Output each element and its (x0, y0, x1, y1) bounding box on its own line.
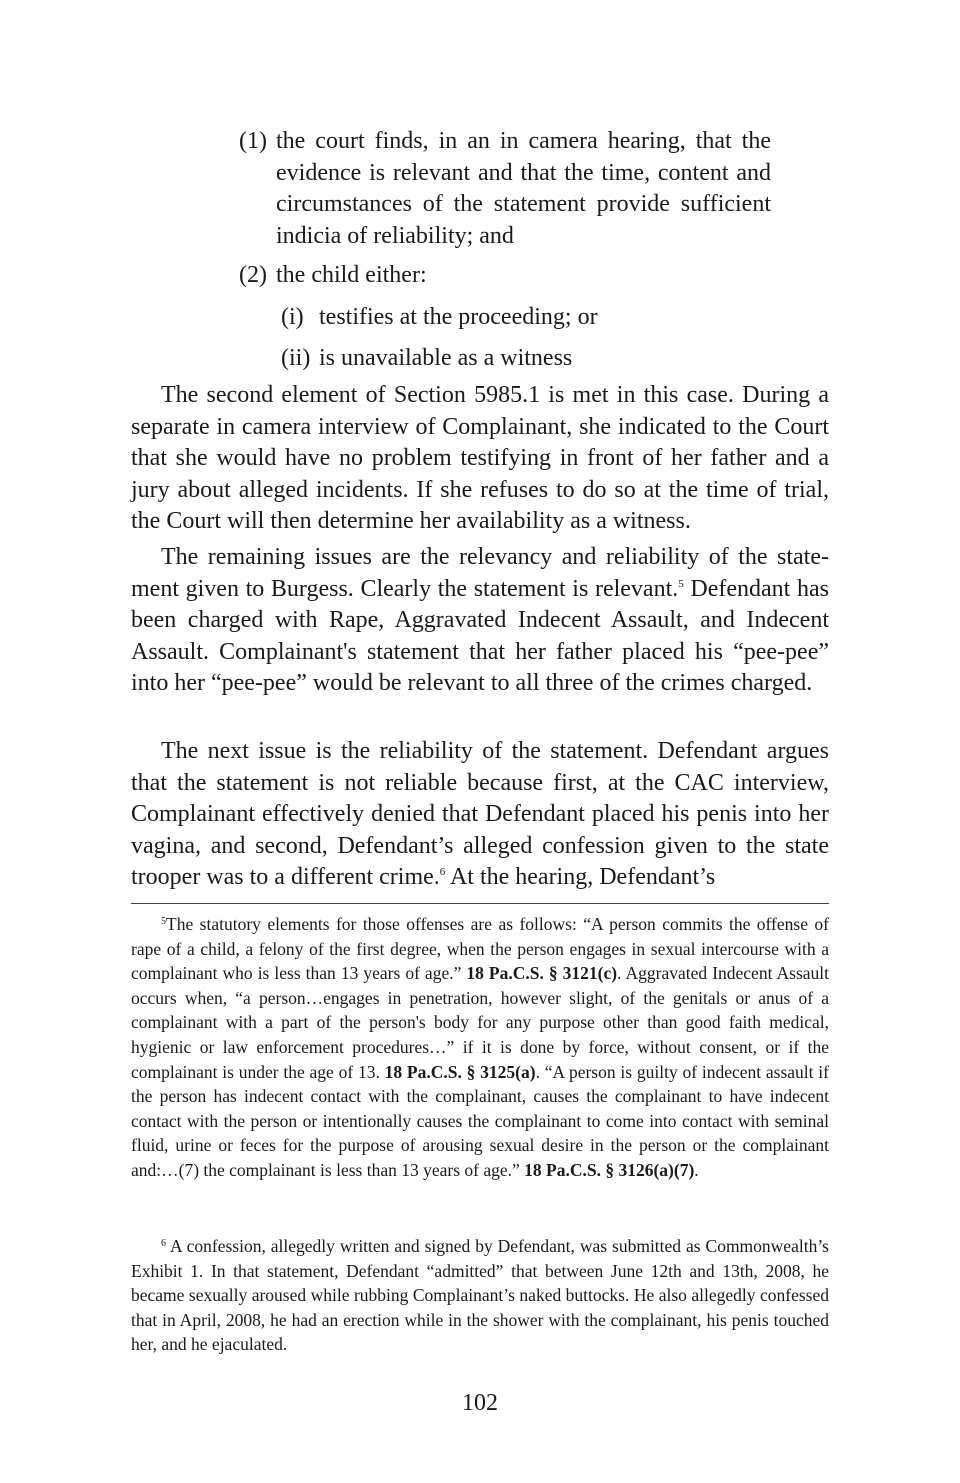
list-text: is unavailable as a witness (319, 345, 573, 371)
footnote-divider (131, 903, 829, 904)
list-text: testifies at the proceeding; or (319, 304, 598, 330)
footnote-text: The statutory elements for those offenses are as follows: “A person commits the offense of rape of a child, a felony of the first degree, when the person engages in sexual intercourse with a complainant who is less than 13 years of age.” (131, 914, 829, 984)
paragraph-1 (131, 380, 829, 538)
list-text: the child either: (276, 262, 427, 288)
footnote-reference[interactable]: 6 (439, 866, 446, 878)
statute-citation: 18 Pa.C.S. § 3121(c) (466, 963, 618, 984)
paragraph-2 (131, 542, 829, 700)
list-number: (2) (239, 262, 267, 288)
paragraph-text: The second element of Section 5985.1 is met in this case. During a separate in camera interview of Complainant, she indicated to the Court that she would have no problem testifying in front of her father and a jury about alleged incidents. If she refuses to do so at the time of trial, the Court will then determine her availability as a witness. (131, 382, 829, 534)
paragraph-text: Defendant has been charged with Rape, Aggravated Indecent Assault, and Indecent Assault. Complainant's statement that her father placed his “pee-pee” into her “pee-pee” would be relevant to all three of the crimes charged. (131, 575, 829, 696)
footnote-text: . “A person is guilty of indecent assault if the person has indecent contact with the complainant, causes the complainant to have indecent contact with the person or intentionally causes the complainant to come into contact with seminal fluid, urine or feces for the purpose of arousing sexual desire in the person or the complainant and:…(7) the complainant is less than 13 years of age.” (131, 1061, 830, 1180)
list-item-1 (239, 126, 771, 252)
footnote-reference[interactable]: 5 (678, 577, 684, 590)
paragraph-text: The next issue is the reliability of the statement. Defendant argues that the statement is not reliable because first, at the CAC interview, Complainant effectively denied that Defendant placed his penis into her vagina, and second, Defendant’s alleged confession given to the state trooper was to a different crime. (131, 738, 829, 890)
paragraph-3 (131, 736, 829, 894)
list-number: (i) (281, 304, 304, 330)
list-subitem-i (281, 302, 781, 334)
page-number: 102 (462, 1390, 498, 1416)
footnote-marker: 6 (161, 1238, 166, 1249)
list-subitem-ii (281, 343, 781, 375)
paragraph-text: At the hearing, Defendant’s (445, 864, 716, 890)
footnote-6 (131, 1234, 829, 1357)
statute-citation: 18 Pa.C.S. § 3126(a)(7) (524, 1159, 695, 1180)
list-item-2 (239, 260, 771, 292)
footnote-5 (131, 912, 829, 1183)
footnote-marker: 5 (161, 916, 166, 927)
list-text: the court finds, in an in camera hearing, that the evidence is relevant and that the time, content and circumstances of the statement provide sufficient indicia of reliability; and (276, 128, 771, 249)
footnote-text: A confession, allegedly written and signed by Defendant, was submitted as Commonwealth’s Exhibit 1. In that statement, Defendant “admitted” that between June 12th and 13th, 2008, he became sexually aroused while rubbing Complainant’s naked buttocks. He also allegedly confessed that in April, 2008, he had an erection while in the shower with the complainant, his penis touched her, and he ejaculated. (131, 1236, 829, 1355)
paragraph-text: The remaining issues are the relevancy and reliability of the statement given to Burgess. Clearly the statement is relevant. (131, 544, 829, 602)
list-number: (ii) (281, 345, 311, 371)
list-number: (1) (239, 128, 267, 154)
footnote-text: . (694, 1159, 699, 1180)
statute-citation: 18 Pa.C.S. § 3125(a) (384, 1061, 536, 1082)
footnote-text: . Aggravated Indecent Assault occurs when, “a person…engages in penetration, however slight, of the genitals or anus of a complainant with a part of the person's body for any purpose other than good faith medical, hygienic or law enforcement procedures…” if it is done by force, without consent, or if the complainant is under the age of 13. (131, 963, 829, 1082)
